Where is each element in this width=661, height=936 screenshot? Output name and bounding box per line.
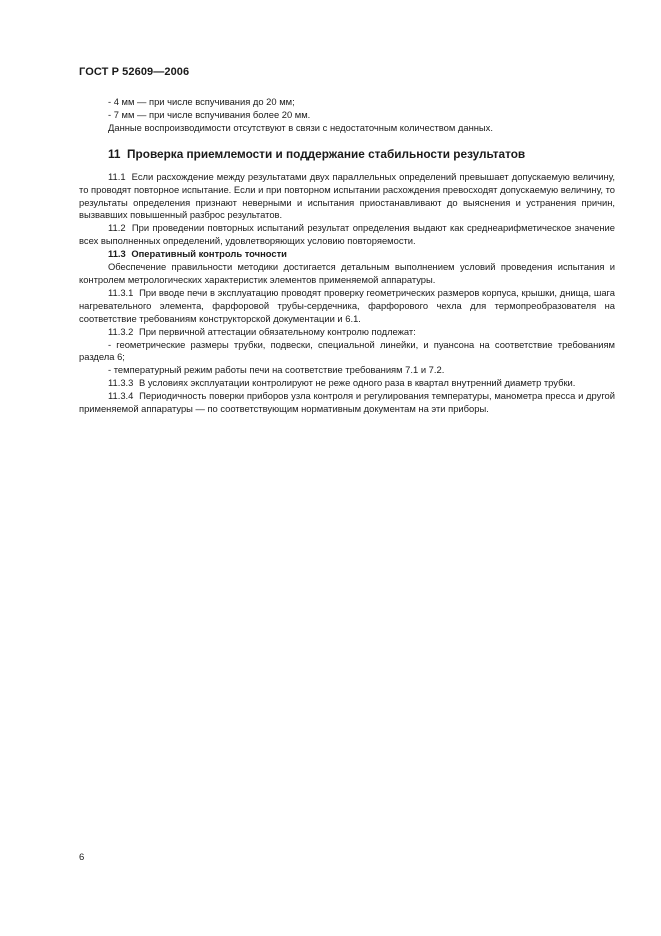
intro-line-2: - 7 мм — при числе вспучивания более 20 мм. <box>108 108 311 120</box>
paragraph-11-3-3 <box>79 377 615 390</box>
list-item: - температурный режим работы печи на соответствие требованиям 7.1 и 7.2. <box>108 364 445 376</box>
list-item: - геометрические размеры трубки, подвески, специальной линейки, и пуансона на соответствие требованиям раздела 6; <box>79 338 615 363</box>
section-number: 11 <box>108 146 121 161</box>
page-number: 6 <box>79 852 85 863</box>
clause-text: При вводе печи в эксплуатацию проводят проверку геометрических размеров корпуса, крышки, днища, шага нагревательного элемента, фарфоровой трубы-сердечника, фарфорового чехла для термопреобразователя на соответствие требованиям конструкторской документации и 6.1. <box>79 286 615 324</box>
clause-text: Если расхождение между результатами двух параллельных определений превышает допускаемую величину, то проводят повторное испытание. Если и при повторном испытании расхождения превосходят допускаемую величину, то результаты определения признают неверными и испытания приостанавливают до выяснения и устранения причин, вызвавших повышенный разброс результатов. <box>79 170 615 221</box>
clause-number: 11.1 <box>108 170 126 182</box>
clause-text: В условиях эксплуатации контролируют не реже одного раза в квартал внутренний диаметр трубки. <box>138 377 576 389</box>
intro-line-3: Данные воспроизводимости отсутствуют в связи с недостаточным количеством данных. <box>108 121 493 133</box>
paragraph-11-3-body: Обеспечение правильности методики достигается детальным выполнением условий проведения испытания и контролем метрологических характеристик элементов применяемой аппаратуры. <box>79 261 615 285</box>
paragraph-11-3-1 <box>79 287 615 326</box>
section-title: Проверка приемлемости и поддержание стабильности результатов <box>127 146 526 161</box>
clause-number: 11.3.3 <box>108 377 134 389</box>
clause-text: При первичной аттестации обязательному контролю подлежат: <box>138 325 416 337</box>
clause-number: 11.3 <box>108 248 126 260</box>
section-11-heading <box>79 147 615 161</box>
clause-number: 11.3.1 <box>108 286 134 298</box>
paragraph-11-1 <box>79 171 615 223</box>
clause-number: 11.3.2 <box>108 325 134 337</box>
paragraph-11-3-4 <box>79 390 615 416</box>
clause-text: При проведении повторных испытаний результат определения выдают как среднеарифметическое значение всех выполненных определений, удовлетворяющих условию повторяемости. <box>79 222 615 247</box>
clause-text: Оперативный контроль точности <box>131 248 287 260</box>
paragraph-11-2 <box>79 222 615 248</box>
clause-number: 11.2 <box>108 222 126 234</box>
subsection-11-3-heading <box>79 248 615 261</box>
intro-line-1: - 4 мм — при числе вспучивания до 20 мм; <box>108 96 295 107</box>
clause-number: 11.3.4 <box>108 390 134 402</box>
document-code-header: ГОСТ Р 52609—2006 <box>79 66 190 78</box>
clause-text: Периодичность поверки приборов узла контроля и регулирования температуры, манометра пресса и другой применяемой аппаратуры — по соответствующим нормативным документам на эти приборы. <box>79 390 615 415</box>
paragraph-11-3-2 <box>79 326 615 339</box>
document-body <box>79 96 615 416</box>
